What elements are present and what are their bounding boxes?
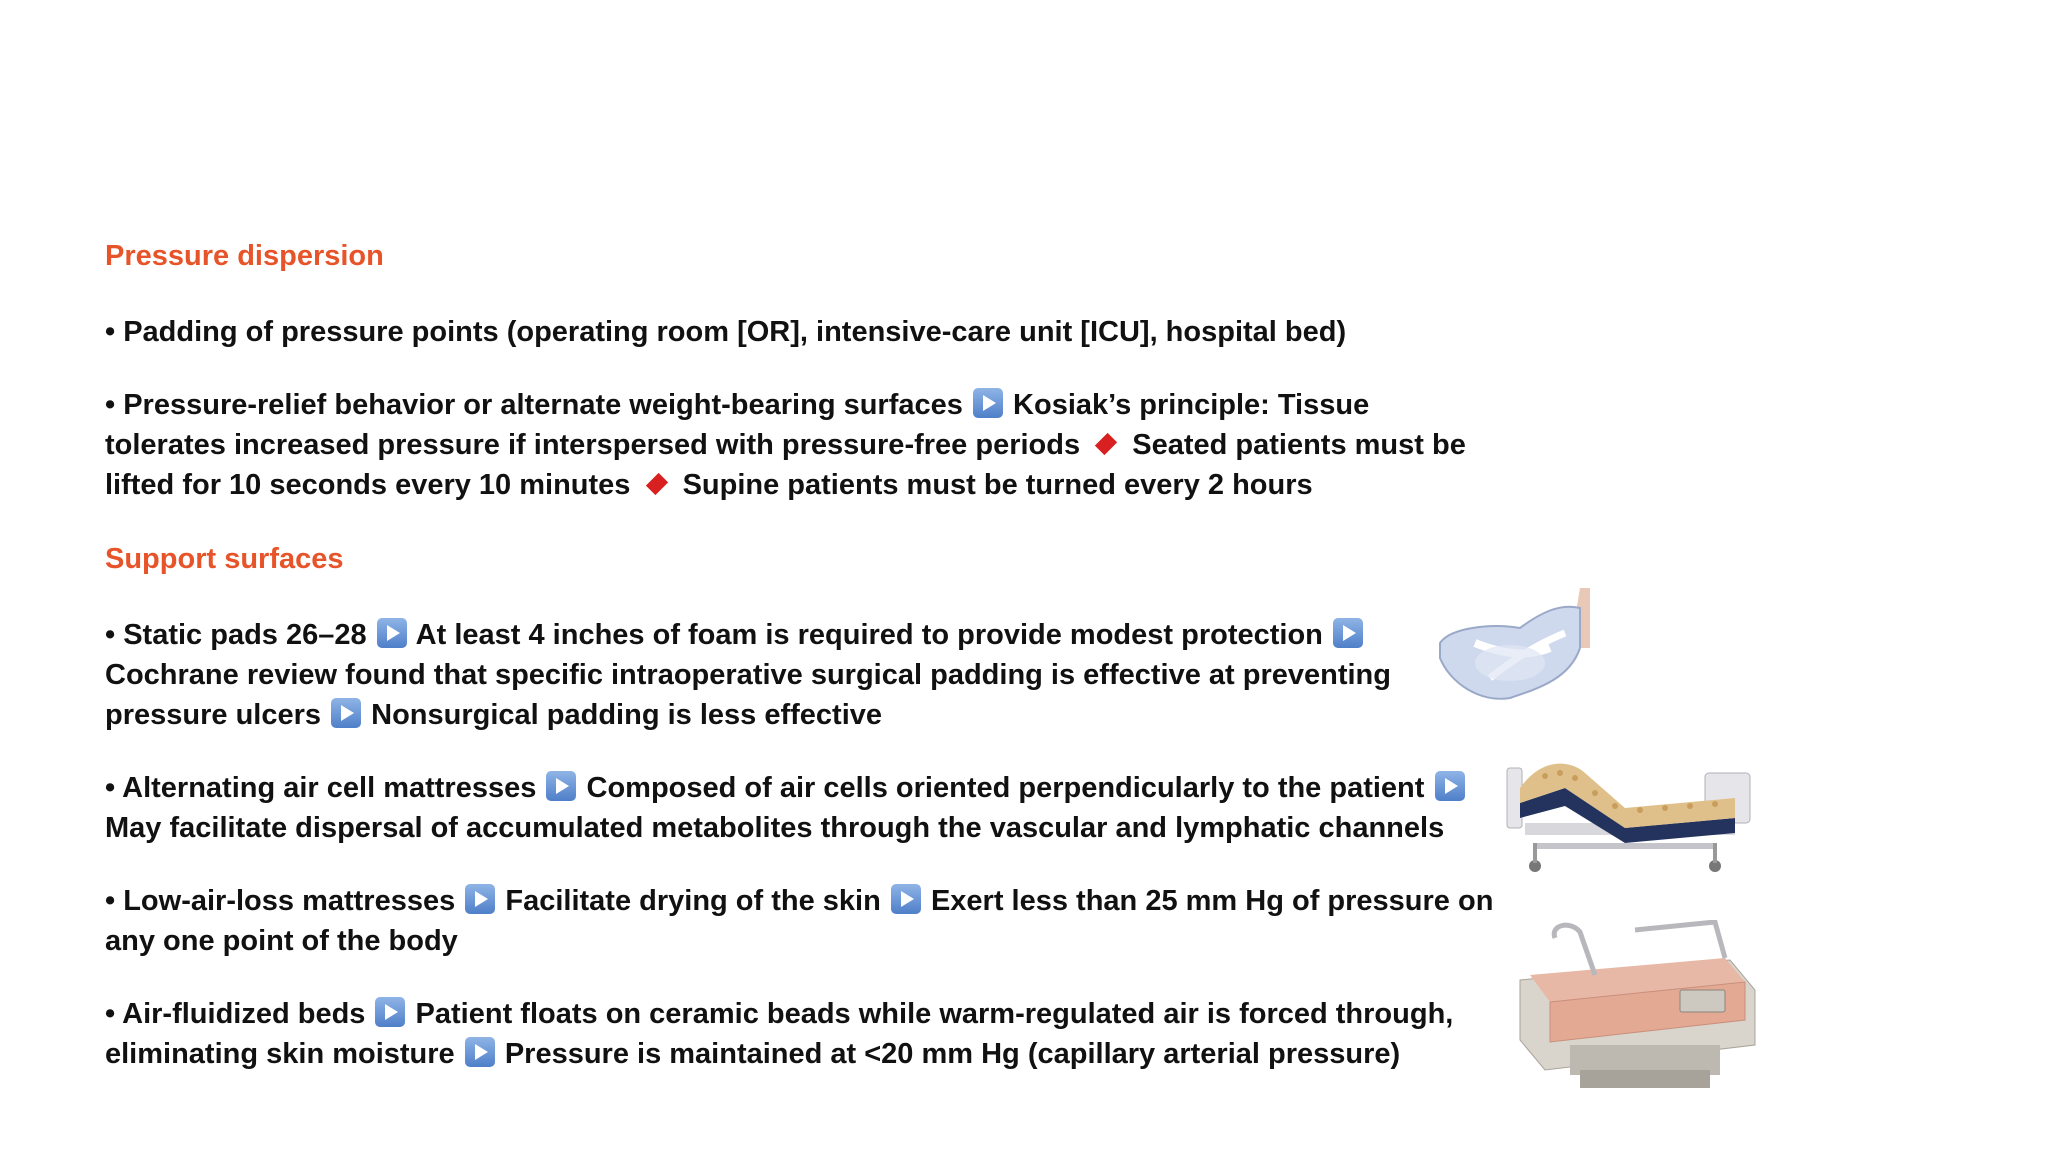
metabolites-text: May facilitate dispersal of accumulated metabolites through the vascular and lymphatic channels: [105, 812, 1445, 844]
low-air-text: • Low-air-loss mattresses: [105, 885, 456, 917]
bullet-air-fluidized: [105, 994, 1495, 1074]
bullet-alternating-air: [105, 768, 1495, 848]
static-pads-text: • Static pads 26–28: [105, 619, 367, 651]
supine-text: Supine patients must be turned every 2 hours: [682, 469, 1313, 501]
ceramic-beads-text: Patient floats on ceramic beads while warm-regulated air is forced through, eliminating skin moisture: [105, 998, 1454, 1070]
maintained-pressure-text: Pressure is maintained at <20 mm Hg (capillary arterial pressure): [504, 1038, 1401, 1070]
red-diamond-icon: [645, 473, 667, 495]
bullet-padding-text: • Padding of pressure points (operating room [OR], intensive-care unit [ICU], hospital bed): [105, 316, 1347, 348]
bullet-low-air-loss: [105, 881, 1495, 961]
pressure-relief-text: • Pressure-relief behavior or alternate weight-bearing surfaces: [105, 389, 963, 421]
play-arrow-icon: [1435, 771, 1465, 801]
heading-support-surfaces: Support surfaces: [105, 543, 344, 575]
seated-text: Seated patients must be lifted for 10 seconds every 10 minutes: [105, 429, 1466, 501]
bullet-padding: [105, 312, 1495, 352]
foam-text: At least 4 inches of foam is required to provide modest protection: [415, 619, 1323, 651]
air-fluidized-bed-image: [1500, 920, 1760, 1095]
play-arrow-icon: [546, 771, 576, 801]
play-arrow-icon: [891, 884, 921, 914]
play-arrow-icon: [465, 1037, 495, 1067]
play-arrow-icon: [1333, 618, 1363, 648]
red-diamond-icon: [1095, 433, 1117, 455]
air-cells-text: Composed of air cells oriented perpendicularly to the patient: [586, 772, 1425, 804]
drying-text: Facilitate drying of the skin: [505, 885, 881, 917]
play-arrow-icon: [331, 698, 361, 728]
play-arrow-icon: [377, 618, 407, 648]
play-arrow-icon: [375, 997, 405, 1027]
kosiak-text: Kosiak’s principle: Tissue tolerates increased pressure if interspersed with pressure-free periods: [105, 389, 1370, 461]
alternating-text: • Alternating air cell mattresses: [105, 772, 537, 804]
bullet-pressure-relief: [105, 385, 1495, 505]
heading-pressure-dispersion: Pressure dispersion: [105, 240, 384, 272]
play-arrow-icon: [973, 388, 1003, 418]
fluidized-text: • Air-fluidized beds: [105, 998, 366, 1030]
play-arrow-icon: [465, 884, 495, 914]
pressure-limit-text: Exert less than 25 mm Hg of pressure on any one point of the body: [105, 885, 1494, 957]
air-mattress-bed-image: [1505, 748, 1755, 878]
heel-pad-image: [1430, 588, 1590, 713]
bullet-static-pads: [105, 615, 1425, 735]
cochrane-text: Cochrane review found that specific intraoperative surgical padding is effective at preventing pressure ulcers: [105, 659, 1391, 731]
nonsurgical-text: Nonsurgical padding is less effective: [371, 699, 883, 731]
